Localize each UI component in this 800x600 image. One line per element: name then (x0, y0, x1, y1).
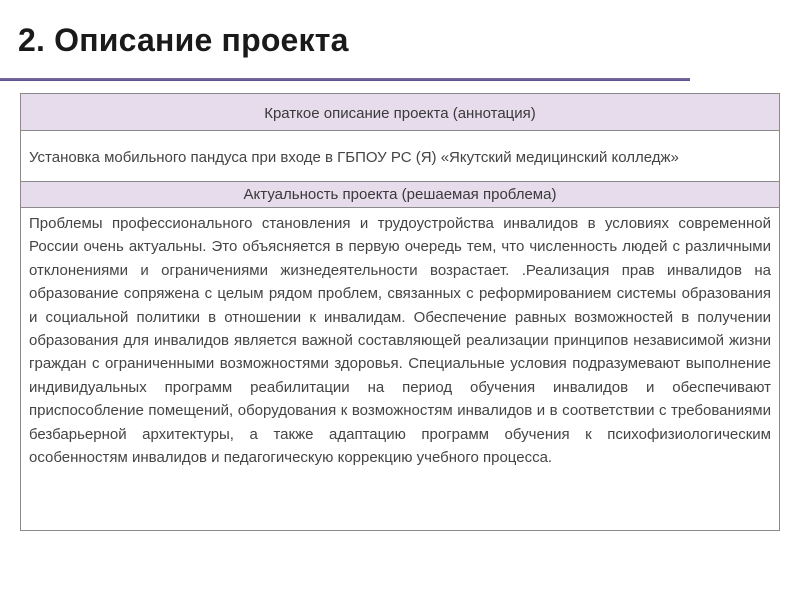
annotation-header: Краткое описание проекта (аннотация) (21, 94, 780, 131)
title-underline (0, 78, 690, 81)
slide-title: 2. Описание проекта (18, 22, 349, 58)
relevance-text: Проблемы профессионального становления и трудоустройства инвалидов в условиях современной России очень актуальны. Это объясняется в первую очередь тем, что численность людей с различными отклонениями и ограничениями жизнедеятельности возрастает. .Реализация прав инвалидов на образование сопряжена с целым рядом проблем, связанных с реформированием системы образования и социальной политики в отношении к инвалидам. Обеспечение равных возможностей в получении образования для инвалидов является важной составляющей реализации принципов независимой жизни граждан с ограниченными возможностями здоровья. Специальные условия подразумевают выполнение индивидуальных программ реабилитации на период обучения инвалидов и обеспечивают приспособление помещений, оборудования к возможностям инвалидов и в соответствии с требованиями безбарьерной архитектуры, а также адаптацию программ обучения к психофизиологическим особенностям инвалидов и педагогическую коррекцию учебного процесса. (21, 208, 780, 531)
relevance-header-row (21, 182, 780, 208)
annotation-header-row (21, 94, 780, 131)
relevance-table (20, 181, 780, 531)
annotation-text: Установка мобильного пандуса при входе в ГБПОУ РС (Я) «Якутский медицинский колледж» (21, 131, 780, 182)
relevance-body-row (21, 208, 780, 531)
annotation-table (20, 93, 780, 182)
relevance-header: Актуальность проекта (решаемая проблема) (21, 182, 780, 208)
annotation-body-row (21, 131, 780, 182)
